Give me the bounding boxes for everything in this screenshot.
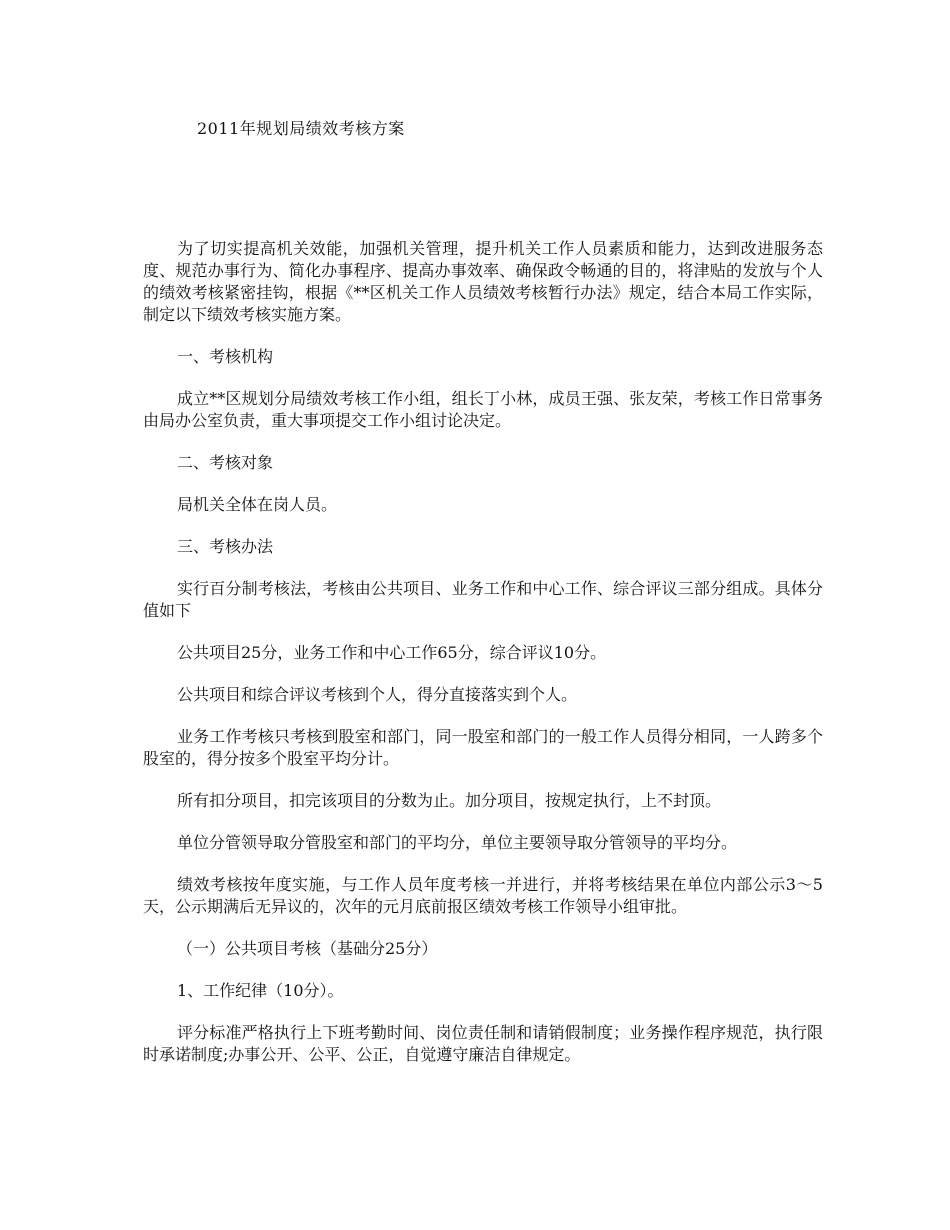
paragraph-deduction-rules: 所有扣分项目，扣完该项目的分数为止。加分项目，按规定执行，上不封顶。 [177,791,722,810]
paragraph-targets: 局机关全体在岗人员。 [177,495,338,514]
section-heading-targets: 二、考核对象 [177,453,274,472]
section-heading-method: 三、考核办法 [177,537,274,556]
paragraph-annual-implementation: 绩效考核按年度实施，与工作人员年度考核一并进行，并将考核结果在单位内部公示3～5天，公示期满后无异议的，次年的元月底前报区绩效考核工作领导小组审批。 [143,875,823,916]
intro-paragraph: 为了切实提高机关效能，加强机关管理，提升机关工作人员素质和能力，达到改进服务态度、规范办事行为、简化办事程序、提高办事效率、确保政令畅通的目的，将津贴的发放与个人的绩效考核紧密挂钩，根据《**区机关工作人员绩效考核暂行办法》规定，结合本局工作实际，制定以下绩效考核实施方案。 [143,239,823,324]
section-heading-organization: 一、考核机构 [177,347,274,366]
document-body [143,238,823,1066]
paragraph-scoring-criteria: 评分标准严格执行上下班考勤时间、岗位责任制和请销假制度；业务操作程序规范，执行限时承诺制度;办事公开、公平、公正，自觉遵守廉洁自律规定。 [143,1023,823,1064]
paragraph-individual-scoring: 公共项目和综合评议考核到个人，得分直接落实到个人。 [177,685,578,704]
paragraph-leader-scoring: 单位分管领导取分管股室和部门的平均分，单位主要领导取分管领导的平均分。 [177,833,738,852]
paragraph-score-split: 公共项目25分，业务工作和中心工作65分，综合评议10分。 [177,643,607,662]
item-heading-work-discipline: 1、工作纪律（10分）。 [177,981,344,1000]
subsection-heading-public-items: （一）公共项目考核（基础分25分） [177,939,438,958]
paragraph-method: 实行百分制考核法，考核由公共项目、业务工作和中心工作、综合评议三部分组成。具体分值如下 [143,579,823,620]
paragraph-organization: 成立**区规划分局绩效考核工作小组，组长丁小林，成员王强、张友荣，考核工作日常事务由局办公室负责，重大事项提交工作小组讨论决定。 [143,389,823,430]
document-title: 2011年规划局绩效考核方案 [197,119,405,138]
paragraph-department-scoring: 业务工作考核只考核到股室和部门，同一股室和部门的一般工作人员得分相同，一人跨多个股室的，得分按多个股室平均分计。 [143,727,823,768]
